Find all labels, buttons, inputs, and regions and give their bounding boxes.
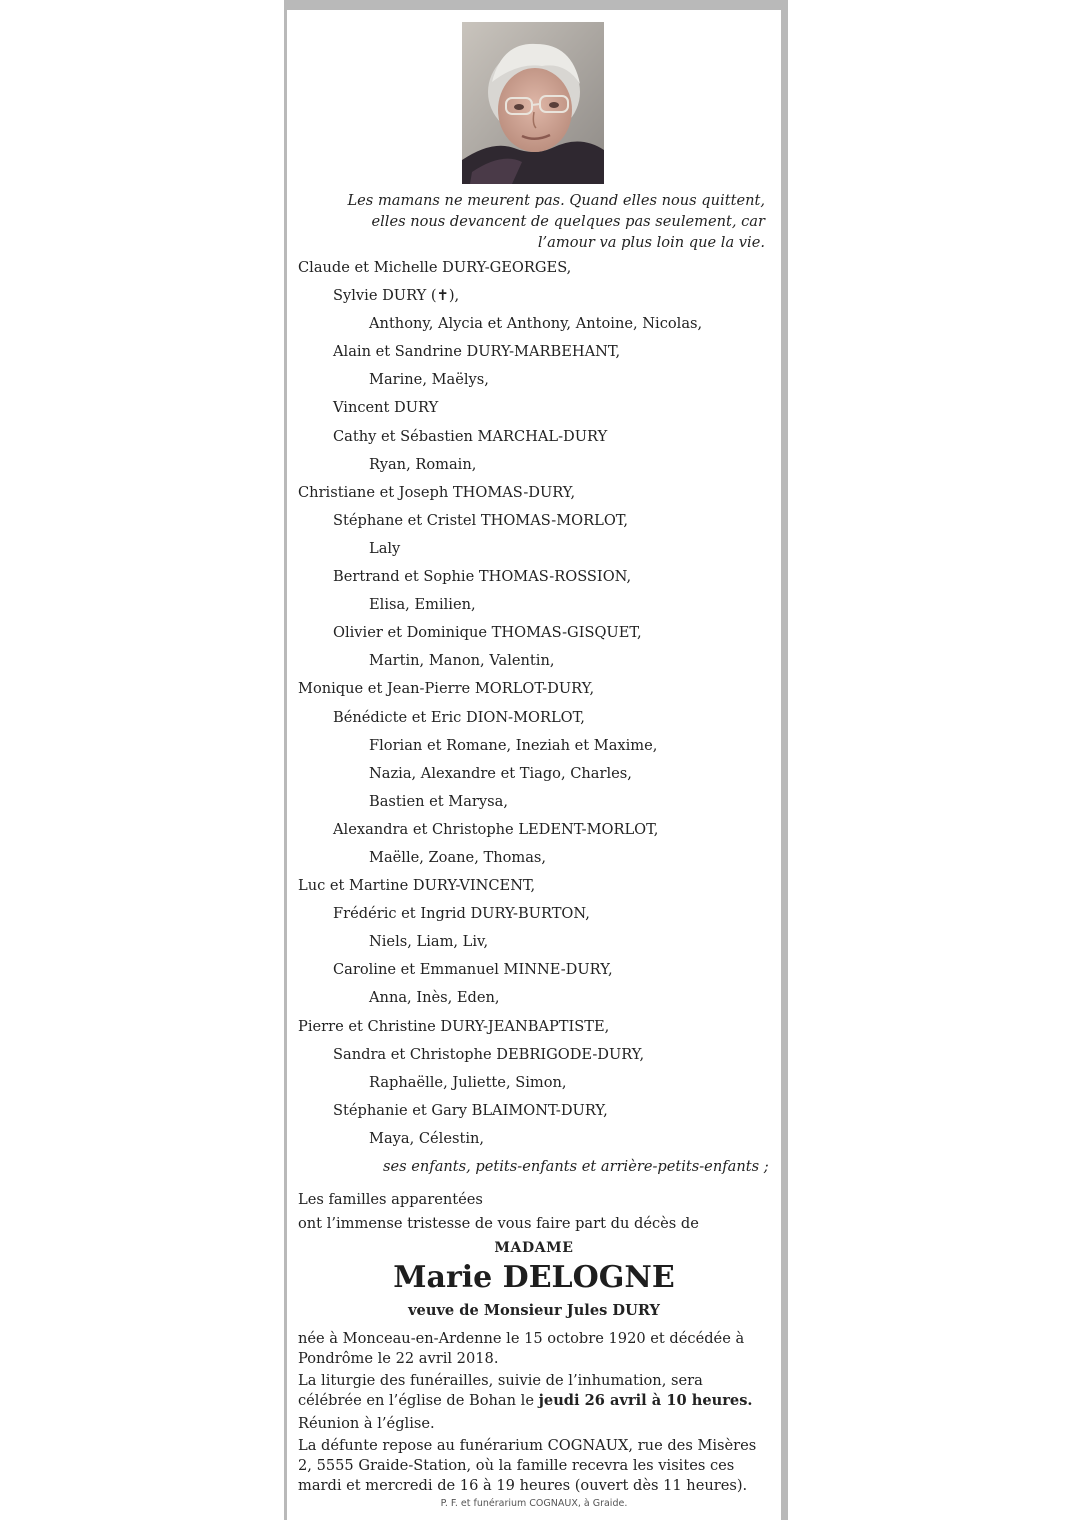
detail-line: Pondrôme le 22 avril 2018. <box>298 1349 499 1367</box>
family-line: Raphaëlle, Juliette, Simon, <box>369 1073 567 1091</box>
honorific: MADAME <box>494 1240 574 1256</box>
detail-line: mardi et mercredi de 16 à 19 heures (ouvert dès 11 heures). <box>298 1477 748 1494</box>
quote-line: Les mamans ne meurent pas. Quand elles nous quittent, <box>347 192 765 209</box>
family-line: Stéphane et Cristel THOMAS-MORLOT, <box>333 511 629 529</box>
family-line: Alain et Sandrine DURY-MARBEHANT, <box>333 343 621 361</box>
family-line: Martin, Manon, Valentin, <box>369 652 555 670</box>
family-list <box>298 256 778 1155</box>
family-line: Niels, Liam, Liv, <box>369 933 489 951</box>
family-line: Ryan, Romain, <box>369 455 477 473</box>
family-line: Cathy et Sébastien MARCHAL-DURY <box>333 427 608 445</box>
family-line: Bénédicte et Eric DION-MORLOT, <box>333 708 585 726</box>
family-line: Laly <box>369 539 401 557</box>
family-line: Florian et Romane, Ineziah et Maxime, <box>369 736 658 754</box>
family-line: Monique et Jean-Pierre MORLOT-DURY, <box>298 680 595 698</box>
family-line: Marine, Maëlys, <box>369 371 489 389</box>
widow-of-line: veuve de Monsieur Jules DURY <box>408 1302 660 1319</box>
family-line: Bertrand et Sophie THOMAS-ROSSION, <box>333 568 632 586</box>
family-closing-line: ses enfants, petits-enfants et arrière-petits-enfants ; <box>383 1158 769 1175</box>
quote-line: elles nous devancent de quelques pas seulement, car <box>371 213 765 230</box>
announcement-intro <box>298 1188 699 1235</box>
family-line: Christiane et Joseph THOMAS-DURY, <box>298 483 576 501</box>
family-line: Claude et Michelle DURY-GEORGES, <box>298 259 572 276</box>
funeral-date-time: jeudi 26 avril à 10 heures. <box>538 1392 753 1409</box>
family-line: Sandra et Christophe DEBRIGODE-DURY, <box>333 1045 645 1063</box>
family-line: Alexandra et Christophe LEDENT-MORLOT, <box>333 820 659 838</box>
detail-line: née à Monceau-en-Ardenne le 15 octobre 1920 et décédée à <box>298 1329 745 1347</box>
portrait-photo <box>462 22 604 184</box>
family-line: Frédéric et Ingrid DURY-BURTON, <box>333 905 590 923</box>
family-line: Maëlle, Zoane, Thomas, <box>369 848 547 866</box>
funeral-home-credit: P. F. et funérarium COGNAUX, à Graide. <box>440 1498 628 1509</box>
family-line: Nazia, Alexandre et Tiago, Charles, <box>369 764 632 782</box>
family-line: Caroline et Emmanuel MINNE-DURY, <box>333 961 613 979</box>
intro-line: Les familles apparentées <box>298 1191 483 1208</box>
quote-line: l’amour va plus loin que la vie. <box>537 234 765 251</box>
detail-line: La défunte repose au funérarium COGNAUX, rue des Misères <box>298 1437 757 1454</box>
family-line: Anna, Inès, Eden, <box>369 989 500 1007</box>
detail-line: La liturgie des funérailles, suivie de l’inhumation, sera <box>298 1372 703 1389</box>
family-line: Pierre et Christine DURY-JEANBAPTISTE, <box>298 1017 610 1035</box>
family-line: Stéphanie et Gary BLAIMONT-DURY, <box>333 1101 608 1119</box>
detail-line: 2, 5555 Graide-Station, où la famille recevra les visites ces <box>298 1457 735 1474</box>
family-line: Luc et Martine DURY-VINCENT, <box>298 877 536 895</box>
family-line: Maya, Célestin, <box>369 1129 485 1147</box>
family-line: Anthony, Alycia et Anthony, Antoine, Nicolas, <box>369 315 703 333</box>
family-line: Sylvie DURY (✝), <box>333 287 460 305</box>
family-line: Vincent DURY <box>333 399 439 417</box>
epitaph-quote <box>345 190 765 253</box>
family-line: Olivier et Dominique THOMAS-GISQUET, <box>333 624 642 642</box>
family-line: Elisa, Emilien, <box>369 596 476 614</box>
intro-line: ont l’immense tristesse de vous faire part du décès de <box>298 1214 699 1232</box>
detail-text: célébrée en l’église de Bohan le <box>298 1392 539 1409</box>
detail-line <box>298 1391 776 1411</box>
deceased-name: Marie DELOGNE <box>393 1260 675 1295</box>
family-line: Bastien et Marysa, <box>369 792 508 810</box>
funeral-details <box>298 1326 776 1499</box>
detail-line: Réunion à l’église. <box>298 1414 435 1432</box>
